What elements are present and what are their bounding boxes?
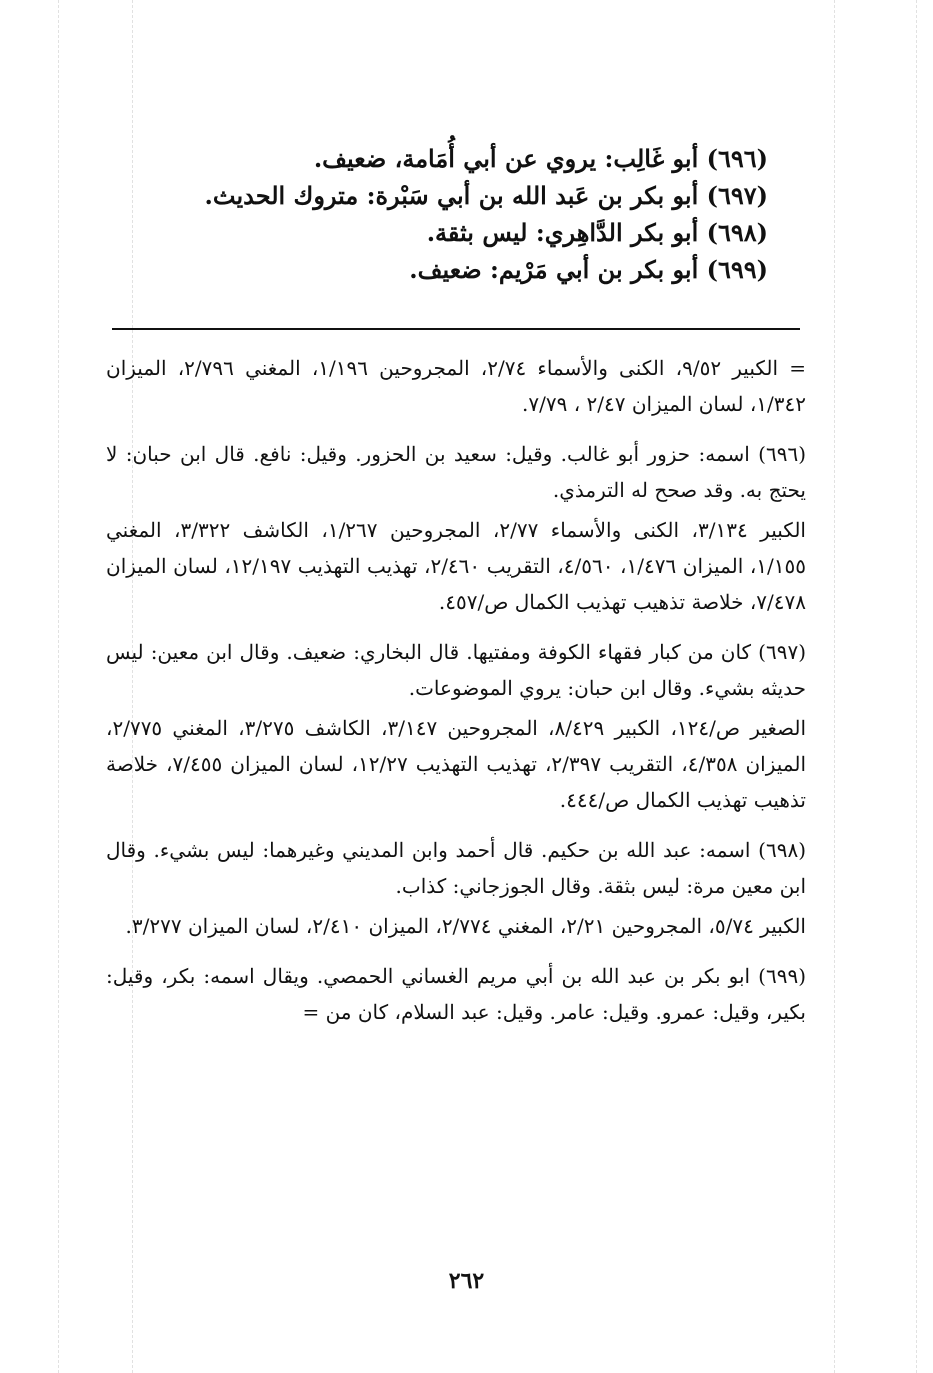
footnote-continuation: = الكبير ٩/٥٢، الكنى والأسماء ٢/٧٤، المجروحين ١/١٩٦، المغني ٢/٧٩٦، الميزان ١/٣٤٢، لسان الميزان ٢/٤٧ ، ٧/٧٩. [106,356,806,416]
footnote-divider [112,328,800,330]
entry-696: (٦٩٦) أبو غَالِب: يروي عن أبي أُمَامة، ضعيف. [313,144,768,173]
scan-artifact-line [58,0,60,1373]
entry-list [108,140,808,288]
entry-699: (٦٩٩) أبو بكر بن أبي مَرْيم: ضعيف. [409,255,768,284]
main-entries [108,140,808,288]
footnote-699-bio: (٦٩٩) ابو بكر بن عبد الله بن أبي مريم الغساني الحمصي. ويقال اسمه: بكر، وقيل: بكير، وقيل: عمرو. وقيل: عامر. وقيل: عبد السلام، كان من = [106,964,806,1024]
entry-698: (٦٩٨) أبو بكر الدَّاهِري: ليس بثقة. [426,218,768,247]
footnotes [106,350,806,1044]
footnote-697-bio: (٦٩٧) كان من كبار فقهاء الكوفة ومفتيها. قال البخاري: ضعيف. وقال ابن معين: ليس حديثه بشيء. وقال ابن حبان: يروي الموضوعات. [106,640,806,700]
footnote-696-bio: (٦٩٦) اسمه: حزور أبو غالب. وقيل: سعيد بن الحزور. وقيل: نافع. قال ابن حبان: لا يحتج به. وقد صحح له الترمذي. [106,442,806,502]
footnote-697-sources: الصغير ص/١٢٤، الكبير ٨/٤٢٩، المجروحين ٣/١٤٧، الكاشف ٣/٢٧٥، المغني ٢/٧٧٥، الميزان ٤/٣٥٨، التقريب ٢/٣٩٧، تهذيب التهذيب ١٢/٢٧، لسان الميزان ٧/٤٥٥، خلاصة تذهيب تهذيب الكمال ص/٤٤٤. [106,716,807,812]
footnote-698-bio: (٦٩٨) اسمه: عبد الله بن حكيم. قال أحمد وابن المديني وغيرهما: ليس بشيء. وقال ابن معين مرة: ليس بثقة. وقال الجوزجاني: كذاب. [106,838,806,898]
scan-artifact-line [916,0,918,1373]
page-number: ٢٦٢ [448,1268,485,1294]
scan-artifact-line [834,0,836,1373]
entry-697: (٦٩٧) أبو بكر بن عَبد الله بن أبي سَبْرة: متروك الحديث. [204,181,768,210]
footnote-698-sources: الكبير ٥/٧٤، المجروحين ٢/٢١، المغني ٢/٧٧٤، الميزان ٢/٤١٠، لسان الميزان ٣/٢٧٧. [125,914,806,938]
footnote-696-sources: الكبير ٣/١٣٤، الكنى والأسماء ٢/٧٧، المجروحين ١/٢٦٧، الكاشف ٣/٣٢٢، المغني ١/١٥٥، الميزان ١/٤٧٦، ٤/٥٦٠، التقريب ٢/٤٦٠، تهذيب التهذيب ١٢/١٩٧، لسان الميزان ٧/٤٧٨، خلاصة تذهيب تهذيب الكمال ص/٤٥٧. [106,518,807,614]
